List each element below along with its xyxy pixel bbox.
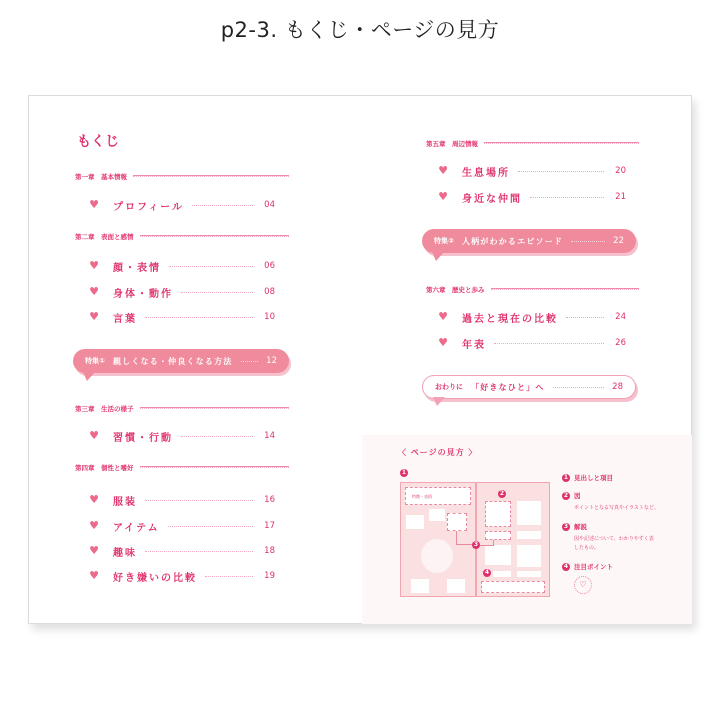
page-number: 14: [264, 431, 275, 441]
page-number: 18: [264, 546, 275, 556]
toc-entry[interactable]: [87, 259, 275, 273]
dot-leader: [169, 266, 253, 267]
feature-prefix: 特集②: [434, 237, 454, 245]
page-guide-panel: [362, 435, 692, 624]
page-number: 20: [615, 166, 626, 176]
legend-description: ポイントとなる写真やイラストなど。: [574, 505, 659, 511]
dot-leader: [168, 526, 253, 527]
sample-photo: [493, 571, 511, 577]
legend-item-1: [562, 473, 687, 482]
feature-prefix: 特集①: [85, 357, 105, 365]
heart-icon: ♥: [89, 544, 99, 557]
page-number: 28: [612, 382, 623, 392]
page-number: 22: [613, 236, 624, 246]
dot-leader: [145, 317, 253, 318]
entry-title: 身近な仲間: [462, 193, 522, 205]
dot-leader: [205, 576, 253, 577]
toc-entry[interactable]: [436, 190, 626, 204]
sample-point-box: [481, 581, 545, 593]
sample-heading-box: [405, 487, 471, 505]
sample-photo: [517, 501, 541, 525]
heart-icon: ♥: [438, 164, 448, 177]
dot-leader: [181, 436, 253, 437]
sample-spread-diagram: [400, 482, 550, 597]
heart-icon: ♥: [89, 259, 99, 272]
dot-leader: [145, 551, 253, 552]
callout-number-4: 4: [484, 569, 490, 576]
page-number: 10: [264, 312, 275, 322]
legend-number: 2: [563, 492, 569, 499]
feature-1-bubble[interactable]: [73, 349, 289, 373]
page-guide-legend: [562, 473, 687, 603]
legend-title: 図: [574, 492, 581, 500]
toc-entry[interactable]: [87, 519, 275, 533]
chapter-header-2: [75, 231, 289, 241]
chapter-rule: [140, 466, 290, 468]
chapter-rule: [484, 142, 639, 144]
entry-title: 年表: [462, 339, 486, 351]
heart-outline-icon: ♡: [574, 576, 592, 594]
dot-leader: [494, 343, 604, 344]
dot-leader: [553, 387, 605, 388]
legend-description: 図や記述について、わかりやすく表したもの。: [574, 536, 654, 551]
heart-icon: ♥: [89, 198, 99, 211]
toc-entry[interactable]: [436, 336, 626, 350]
toc-entry[interactable]: [436, 164, 626, 178]
chapter-header-5: [426, 138, 639, 148]
page-number: 26: [615, 338, 626, 348]
gutter: [475, 483, 477, 596]
sample-caption-box: [485, 531, 511, 540]
dot-leader: [181, 292, 253, 293]
chapter-rule: [140, 235, 290, 237]
page-number: 16: [264, 495, 275, 505]
closing-title: 「好きなひと」へ: [471, 382, 545, 392]
dot-leader: [192, 205, 253, 206]
legend-title: 見出しと項目: [574, 474, 613, 482]
heart-icon: ♥: [89, 493, 99, 506]
toc-entry[interactable]: [87, 493, 275, 507]
callout-number-1: 1: [401, 469, 407, 476]
feature-title: 人柄がわかるエピソード: [461, 236, 564, 246]
chapter-rule: [140, 407, 290, 409]
dot-leader: [566, 317, 604, 318]
heart-icon: ♥: [89, 429, 99, 442]
heart-icon: ♥: [438, 310, 448, 323]
chapter-header-6: [426, 284, 639, 294]
callout-connector: [456, 531, 472, 545]
entry-title: 趣味: [113, 547, 137, 559]
legend-item-2: [562, 491, 687, 513]
heart-icon: ♥: [89, 569, 99, 582]
page-number: 06: [264, 261, 275, 271]
book-spread: [28, 95, 692, 624]
chapter-label: 第六章 歴史と歩み: [426, 285, 485, 294]
sample-photo: [447, 579, 465, 593]
heart-icon: ♥: [89, 285, 99, 298]
legend-title: 注目ポイント: [574, 563, 613, 571]
closing-prefix: おわりに: [435, 383, 463, 391]
toc-entry[interactable]: [87, 429, 275, 443]
toc-entry[interactable]: [87, 569, 275, 583]
chapter-header-4: [75, 462, 289, 472]
heart-icon: ♥: [89, 519, 99, 532]
speech-tail: [83, 372, 95, 381]
page-number: 04: [264, 200, 275, 210]
dot-leader: [571, 241, 605, 242]
legend-number: 3: [563, 523, 569, 530]
dot-leader: [241, 361, 259, 362]
dot-leader: [530, 197, 604, 198]
entry-title: 身体・動作: [113, 288, 173, 300]
legend-number: 4: [563, 563, 569, 570]
chapter-header-1: [75, 171, 289, 181]
dot-leader: [518, 171, 604, 172]
entry-title: 顔・表情: [113, 262, 161, 274]
entry-title: 言葉: [113, 313, 137, 325]
legend-number: 1: [563, 474, 569, 481]
entry-title: 好き嫌いの比較: [113, 572, 197, 584]
closing-bubble[interactable]: [422, 375, 636, 399]
heart-icon: ♥: [438, 190, 448, 203]
speech-tail: [433, 397, 445, 406]
page-number: 21: [615, 192, 626, 202]
callout-number-2: 2: [499, 490, 505, 497]
document-title: p2-3. もくじ・ページの見方: [220, 18, 500, 42]
page-guide-title: 〈 ページの見方 〉: [398, 448, 478, 457]
toc-entry[interactable]: [87, 198, 275, 212]
sample-photo: [485, 545, 511, 565]
feature-title: 親しくなる・仲良くなる方法: [112, 356, 233, 366]
feature-2-bubble[interactable]: [422, 229, 636, 253]
sample-photo: [517, 545, 541, 567]
dot-leader: [145, 500, 253, 501]
chapter-label: 第五章 周辺情報: [426, 139, 478, 148]
toc-entry[interactable]: [87, 544, 275, 558]
toc-entry[interactable]: [87, 285, 275, 299]
page-number: 08: [264, 287, 275, 297]
sample-photo: [429, 509, 445, 521]
sample-illustration: [421, 539, 453, 573]
entry-title: 過去と現在の比較: [462, 313, 558, 325]
entry-title: アイテム: [113, 522, 160, 534]
page-number: 17: [264, 521, 275, 531]
legend-title: 解説: [574, 523, 587, 531]
toc-entry[interactable]: [87, 310, 275, 324]
chapter-label: 第一章 基本情報: [75, 172, 127, 181]
heart-icon: ♥: [89, 310, 99, 323]
sample-photo: [406, 515, 424, 529]
chapter-label: 第四章 個性と嗜好: [75, 463, 134, 472]
chapter-rule: [491, 288, 640, 290]
callout-connector: [480, 540, 494, 546]
sample-heading-text: 特徴・表情: [412, 494, 432, 499]
callout-number-3: 3: [473, 541, 479, 548]
chapter-label: 第三章 生活の様子: [75, 404, 134, 413]
page-number: 19: [264, 571, 275, 581]
chapter-rule: [133, 175, 289, 177]
page-number: 24: [615, 312, 626, 322]
entry-title: 習慣・行動: [113, 432, 173, 444]
heart-icon: ♥: [438, 336, 448, 349]
sample-photo-highlight: [447, 513, 467, 531]
entry-title: プロフィール: [113, 201, 184, 213]
legend-item-4: [562, 562, 687, 594]
sample-photo: [517, 531, 541, 539]
chapter-label: 第二章 表面と感情: [75, 232, 134, 241]
entry-title: 生息場所: [462, 167, 510, 179]
legend-item-3: [562, 522, 687, 553]
page-number: 12: [266, 356, 277, 366]
toc-heading: もくじ: [77, 134, 119, 150]
entry-title: 服装: [113, 496, 137, 508]
toc-entry[interactable]: [436, 310, 626, 324]
chapter-header-3: [75, 403, 289, 413]
sample-photo: [517, 571, 541, 577]
sample-figure-box: [485, 501, 511, 527]
sample-photo: [411, 579, 429, 593]
speech-tail: [432, 252, 444, 261]
